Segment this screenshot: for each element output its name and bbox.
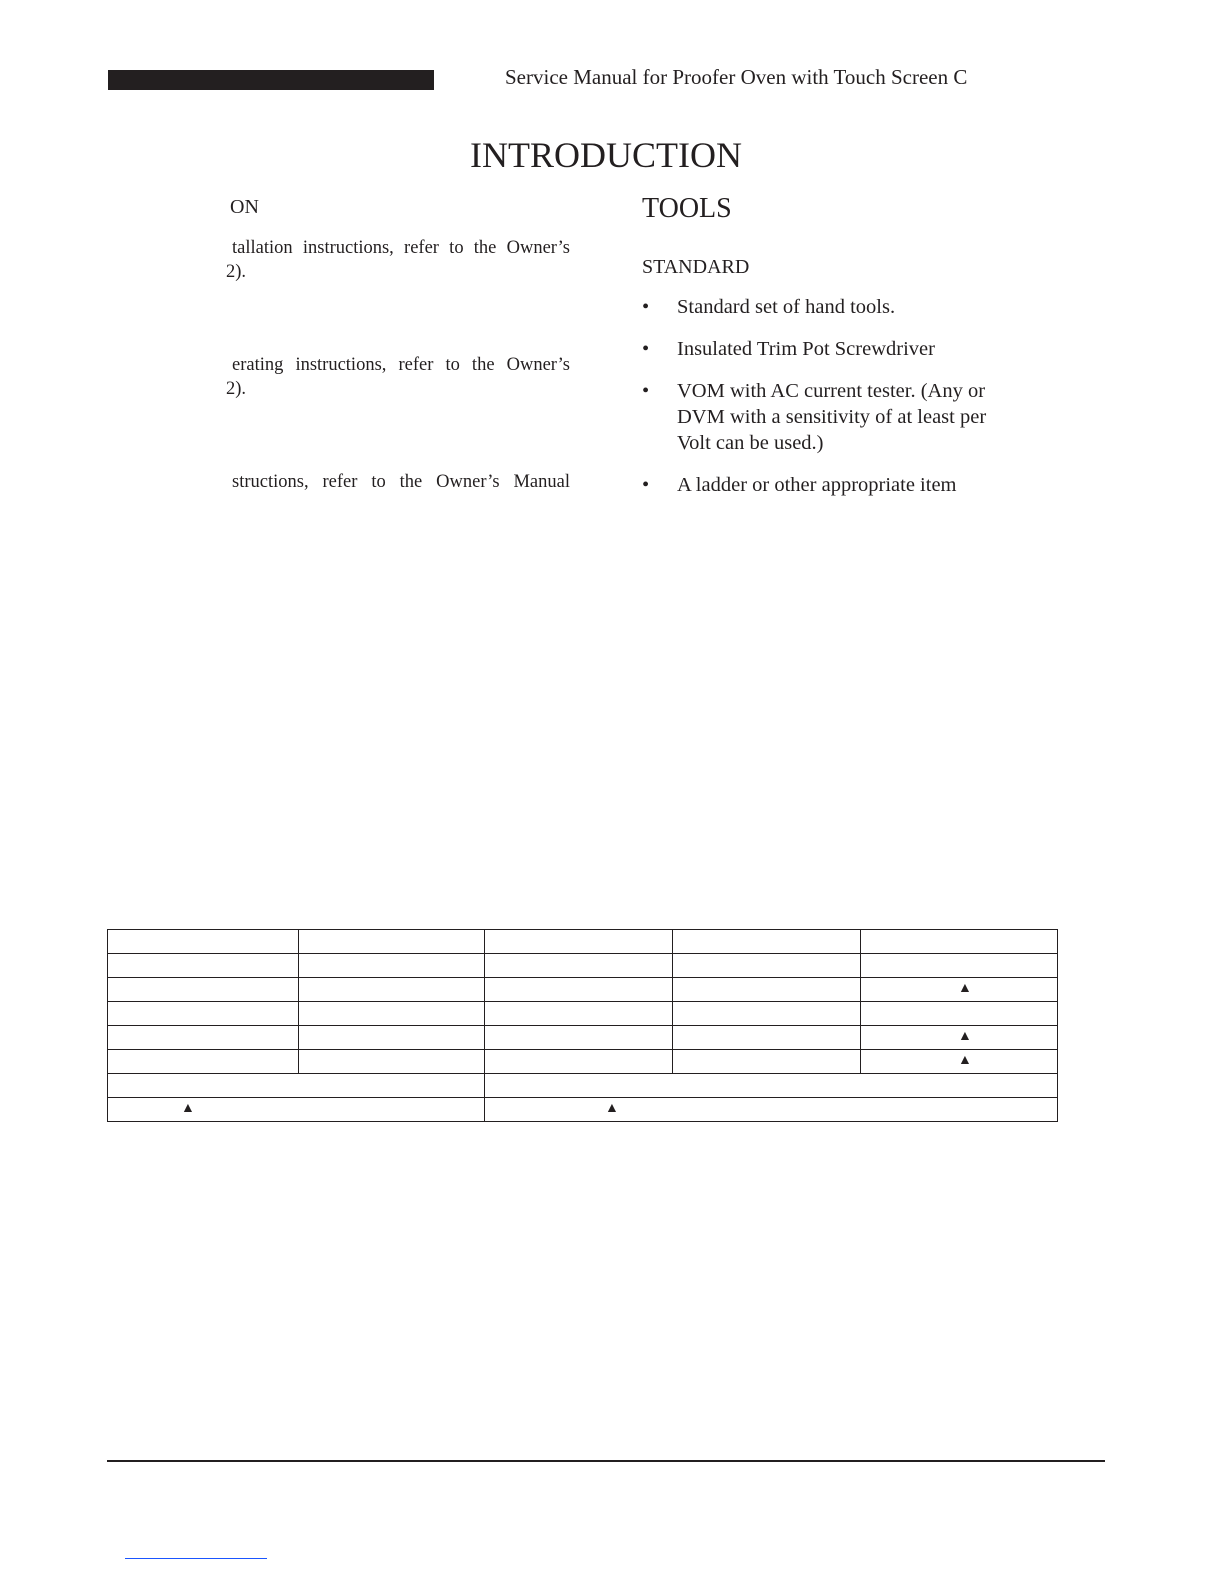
table-cell	[861, 930, 1058, 954]
standard-label: STANDARD	[642, 256, 750, 278]
installation-paragraph	[226, 236, 570, 284]
paragraph-line: structions, refer to the Owner’s Manual	[232, 472, 570, 492]
table-row	[108, 930, 1058, 954]
triangle-icon: ▲	[958, 981, 972, 996]
table-cell	[108, 1050, 299, 1074]
paragraph-line: 2).	[226, 262, 247, 282]
table-cell	[861, 1002, 1058, 1026]
tool-item: • A ladder or other appropriate item	[642, 472, 992, 498]
tool-item: • Standard set of hand tools.	[642, 294, 992, 320]
table-row	[108, 1098, 1058, 1122]
table-cell	[673, 1002, 861, 1026]
table-cell	[485, 1026, 673, 1050]
table-cell	[861, 978, 1058, 1002]
table-cell	[108, 1074, 485, 1098]
table-row	[108, 978, 1058, 1002]
table-row	[108, 1026, 1058, 1050]
table-cell	[861, 954, 1058, 978]
table-row	[108, 1050, 1058, 1074]
table-cell	[485, 1050, 673, 1074]
page-heading: INTRODUCTION	[470, 135, 742, 175]
header-title: Service Manual for Proofer Oven with Touch Screen C	[505, 65, 968, 89]
table-cell	[108, 1002, 299, 1026]
tool-item: • Insulated Trim Pot Screwdriver	[642, 336, 992, 362]
header-bar	[108, 70, 434, 90]
table-cell	[299, 1050, 485, 1074]
triangle-icon: ▲	[958, 1029, 972, 1044]
operating-paragraph	[226, 353, 570, 401]
table-row	[108, 1002, 1058, 1026]
table-cell	[485, 1098, 1058, 1122]
table-cell	[861, 1050, 1058, 1074]
table-cell	[673, 930, 861, 954]
table-cell	[299, 954, 485, 978]
instructions-paragraph	[226, 470, 570, 494]
table-cell	[673, 954, 861, 978]
table-cell	[108, 978, 299, 1002]
triangle-icon: ▲	[181, 1101, 195, 1116]
table-cell	[299, 1026, 485, 1050]
table-cell	[485, 1002, 673, 1026]
paragraph-line: 2).	[226, 379, 247, 399]
tools-heading: TOOLS	[642, 193, 732, 224]
table-cell	[299, 978, 485, 1002]
table-cell	[673, 978, 861, 1002]
triangle-icon: ▲	[958, 1053, 972, 1068]
table-cell	[108, 930, 299, 954]
table-cell	[299, 930, 485, 954]
table-cell	[299, 1002, 485, 1026]
table-cell	[861, 1026, 1058, 1050]
footer-rule	[107, 1460, 1105, 1462]
table-cell	[673, 1026, 861, 1050]
tool-list	[642, 294, 992, 514]
table-cell	[485, 978, 673, 1002]
table-cell	[485, 954, 673, 978]
footer-link-underline[interactable]	[125, 1558, 267, 1559]
table-cell	[485, 930, 673, 954]
paragraph-line: erating instructions, refer to the Owner’s	[232, 355, 570, 375]
paragraph-line: tallation instructions, refer to the Owner’s	[232, 238, 570, 258]
table-row	[108, 1074, 1058, 1098]
specifications-table	[107, 929, 1058, 1122]
triangle-icon: ▲	[605, 1101, 619, 1116]
table-cell	[108, 954, 299, 978]
tool-item: • VOM with AC current tester. (Any or DVM with a sensitivity of at least per Volt can be used.)	[642, 378, 992, 456]
table-row	[108, 954, 1058, 978]
table-cell	[108, 1098, 485, 1122]
table-cell	[485, 1074, 1058, 1098]
left-section-label: ON	[230, 196, 259, 218]
table-cell	[108, 1026, 299, 1050]
table-cell	[673, 1050, 861, 1074]
